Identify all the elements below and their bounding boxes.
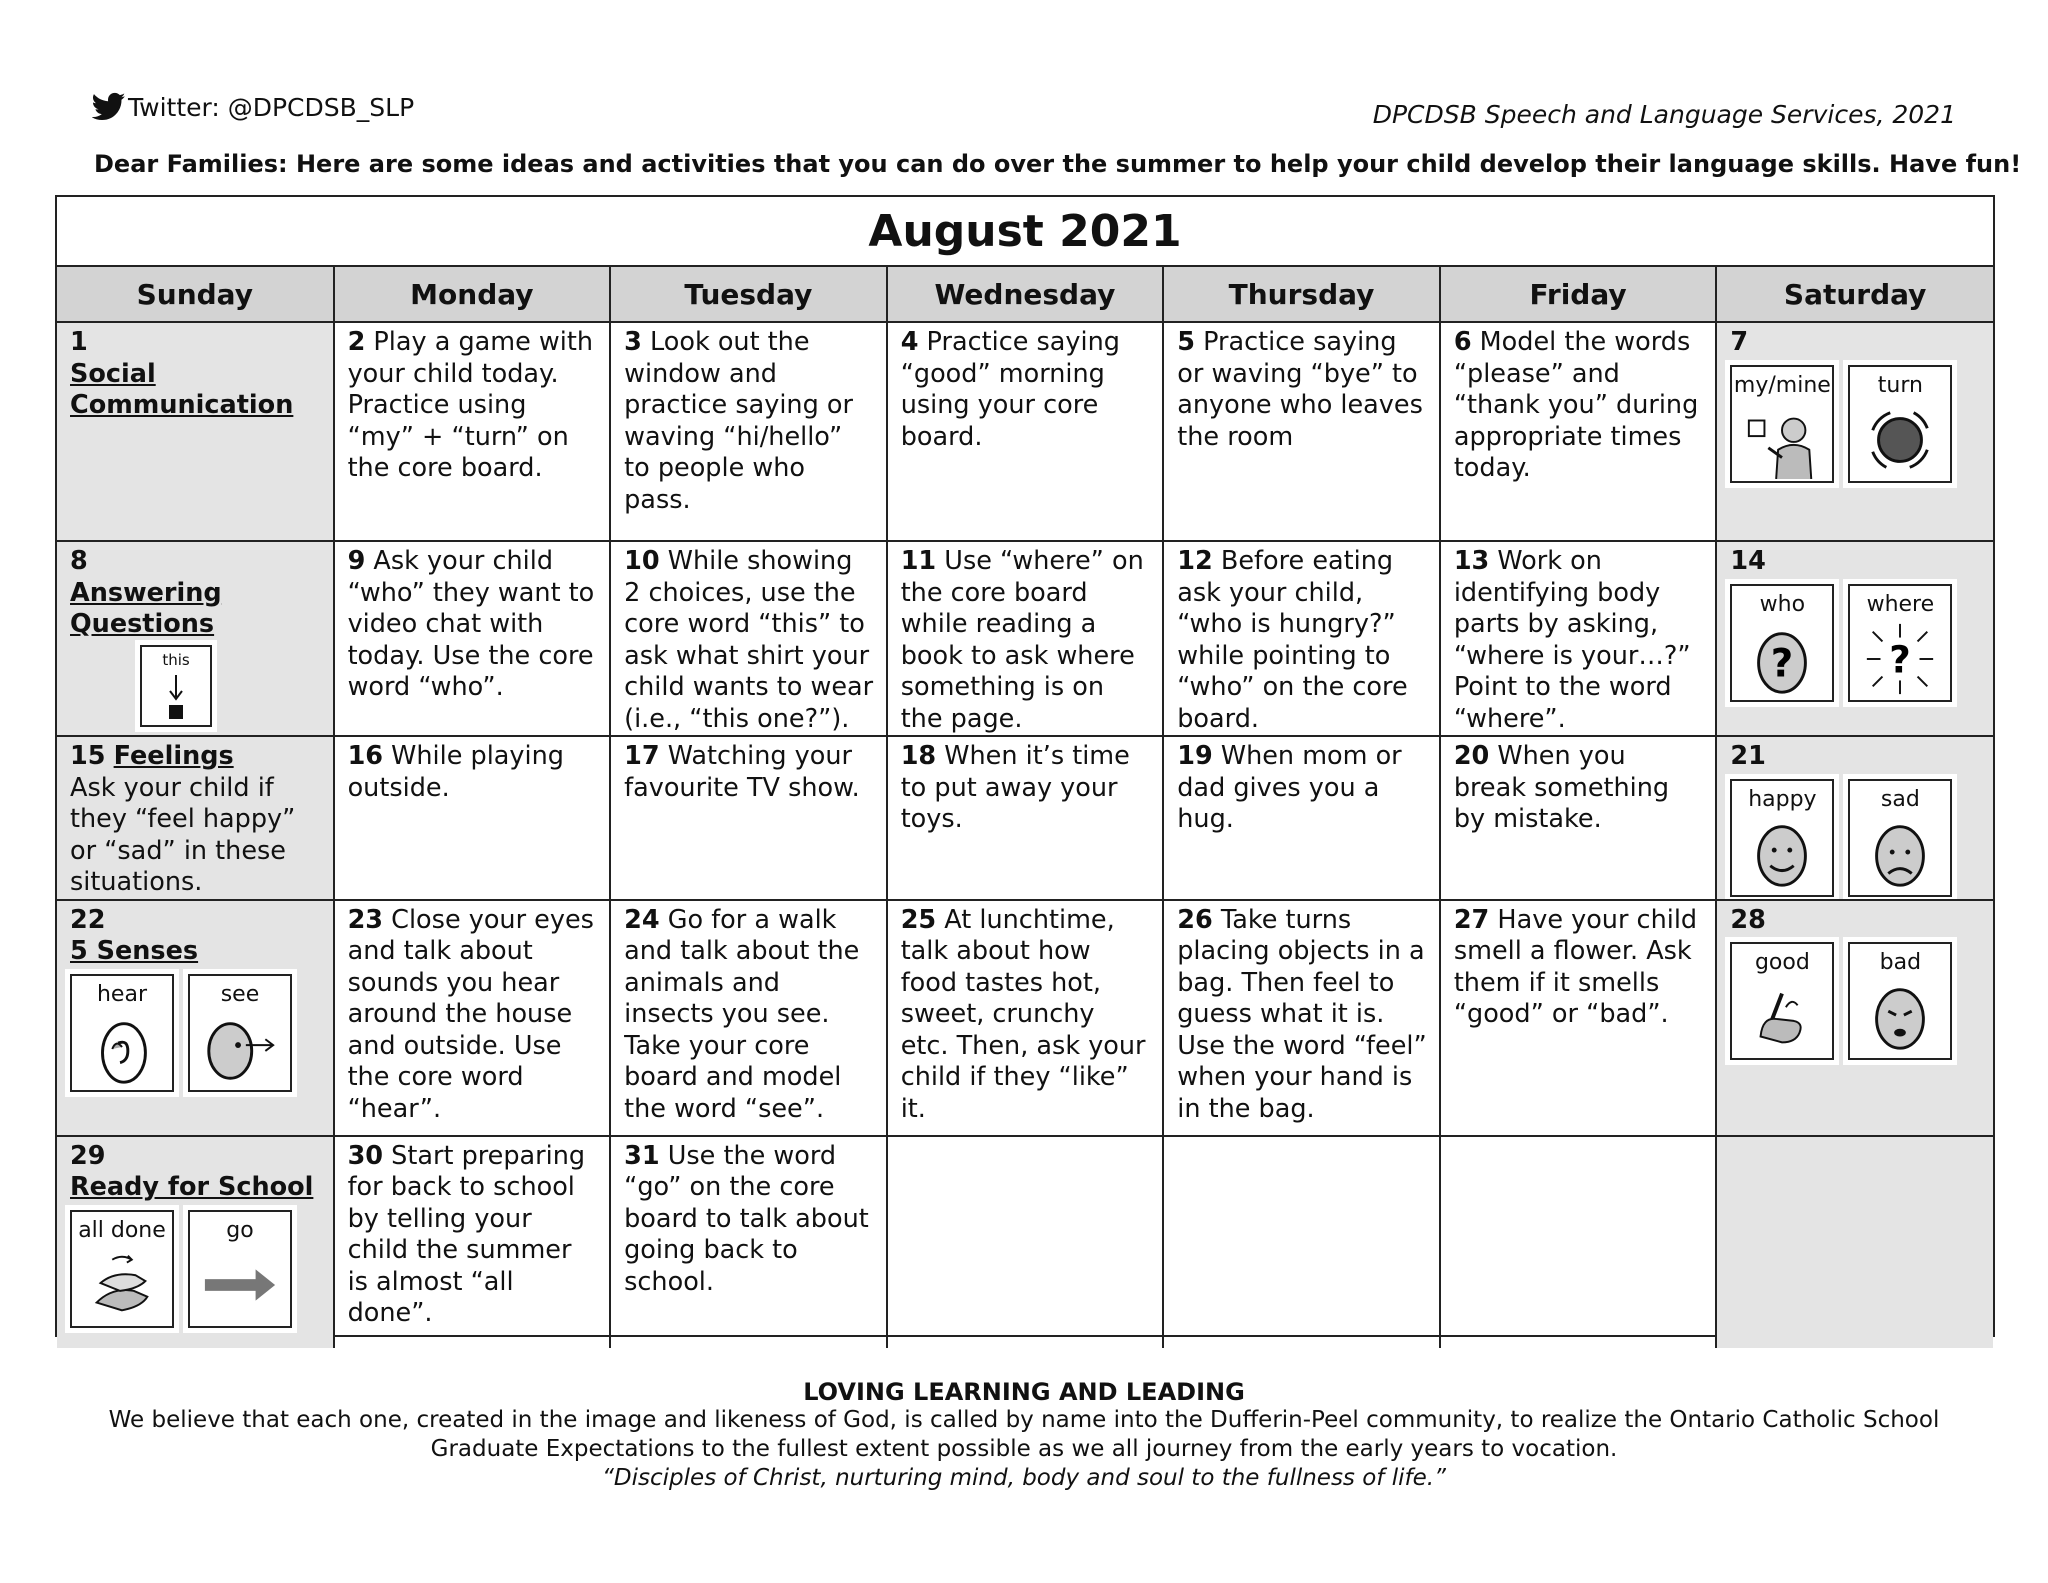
symbol-cards xyxy=(1730,584,1981,702)
day-number: 11 xyxy=(900,546,937,576)
day-cell-21 xyxy=(1716,736,1993,900)
day-number: 1 xyxy=(70,327,88,357)
calendar-week-row xyxy=(57,322,1993,541)
weekday-header: Sunday xyxy=(57,267,334,322)
activity-text: Look out the window and practice saying or waving “hi/hello” to people who pass. xyxy=(624,327,853,515)
weekday-header: Tuesday xyxy=(610,267,887,322)
calendar-title: August 2021 xyxy=(57,197,1993,267)
day-cell-11 xyxy=(887,541,1164,736)
svg-text:?: ? xyxy=(1889,638,1912,682)
day-cell-22 xyxy=(57,900,334,1136)
happy-icon xyxy=(1743,813,1821,900)
day-cell-27 xyxy=(1440,900,1717,1136)
calendar-week-row xyxy=(57,900,1993,1136)
day-number: 27 xyxy=(1453,904,1490,935)
day-number: 12 xyxy=(1177,546,1213,576)
activity-text: While playing outside. xyxy=(347,741,564,803)
weekday-header: Wednesday xyxy=(887,267,1164,322)
calendar xyxy=(55,195,1995,1337)
activity-text: Practice saying “good” morning using your core board. xyxy=(900,327,1120,452)
day-number: 8 xyxy=(70,546,88,576)
weekday-header: Saturday xyxy=(1716,267,1993,322)
day-number: 4 xyxy=(900,327,919,357)
hear-icon xyxy=(83,1008,161,1095)
day-number: 26 xyxy=(1177,904,1213,935)
day-cell-2 xyxy=(334,322,611,541)
activity-text: Ask your child if they “feel happy” or “sad” in these situations. xyxy=(70,772,296,897)
activity-text: Go for a walk and talk about the animals and insects you see. Take your core board and model the word “see”. xyxy=(624,904,860,1124)
activity-text: Before eating ask your child, “who is hungry?” while pointing to “who” on the core board. xyxy=(1177,546,1408,734)
day-number: 20 xyxy=(1453,741,1490,771)
twitter-handle xyxy=(92,92,414,122)
empty-day-cell xyxy=(1163,1136,1440,1348)
day-cell-28 xyxy=(1716,900,1993,1136)
card-label: happy xyxy=(1748,786,1817,812)
activity-text: At lunchtime, talk about how food tastes hot, sweet, crunchy etc. Then, ask your child if they “like” it. xyxy=(900,904,1146,1124)
footer-motto: “Disciples of Christ, nurturing mind, body and soul to the fullness of life.” xyxy=(602,1465,1446,1491)
day-number: 18 xyxy=(900,741,937,771)
empty-day-cell xyxy=(1440,1136,1717,1348)
day-cell-31 xyxy=(610,1136,887,1348)
sad-icon xyxy=(1861,813,1939,900)
go-icon xyxy=(201,1244,279,1331)
footer-mission-line-2: Graduate Expectations to the fullest extent possible as we all journey from the early years to vocation. xyxy=(430,1436,1618,1462)
day-number: 9 xyxy=(347,546,366,576)
card-label: sad xyxy=(1880,786,1920,812)
activity-text: When you break something by mistake. xyxy=(1453,741,1670,834)
card-label: all done xyxy=(78,1217,166,1243)
day-number: 5 xyxy=(1177,327,1195,357)
see-icon xyxy=(201,1008,279,1095)
where-icon xyxy=(1861,618,1939,705)
activity-text: When mom or dad gives you a hug. xyxy=(1177,741,1402,834)
day-number: 14 xyxy=(1730,546,1766,576)
card-who xyxy=(1730,584,1834,702)
day-number: 23 xyxy=(347,904,384,935)
day-number: 10 xyxy=(624,546,660,576)
card-label: turn xyxy=(1877,372,1923,398)
card-happy xyxy=(1730,779,1834,897)
who-icon xyxy=(1743,618,1821,705)
card-my-mine xyxy=(1730,365,1834,483)
symbol-cards xyxy=(1730,365,1981,483)
card-sad xyxy=(1848,779,1952,897)
day-cell-15 xyxy=(57,736,334,900)
theme-title: Feelings xyxy=(113,741,234,771)
day-cell-7 xyxy=(1716,322,1993,541)
card-label: hear xyxy=(96,981,147,1007)
calendar-grid xyxy=(57,267,1993,1348)
turn-icon xyxy=(1861,399,1939,486)
day-cell-3 xyxy=(610,322,887,541)
activity-text: Model the words “please” and “thank you” during appropriate times today. xyxy=(1453,327,1699,483)
day-cell-26 xyxy=(1163,900,1440,1136)
card-label: see xyxy=(220,981,260,1007)
weekday-header-row xyxy=(57,267,1993,322)
card-label: my/mine xyxy=(1733,372,1831,398)
weekday-header: Friday xyxy=(1440,267,1717,322)
footer-mission-line-1: We believe that each one, created in the image and likeness of God, is called by name into the Dufferin-Peel community, to realize the Ontario Catholic School xyxy=(108,1407,1940,1433)
card-good xyxy=(1730,942,1834,1060)
activity-text: Have your child smell a flower. Ask them if it smells “good” or “bad”. xyxy=(1453,904,1698,1029)
day-cell-1 xyxy=(57,322,334,541)
activity-text: When it’s time to put away your toys. xyxy=(900,741,1130,834)
activity-text: Start preparing for back to school by telling your child the summer is almost “all done”. xyxy=(347,1140,586,1328)
all-done-icon xyxy=(83,1244,161,1331)
symbol-cards xyxy=(1730,942,1981,1060)
day-number: 22 xyxy=(70,904,106,935)
card-see xyxy=(188,974,292,1092)
activity-text: Work on identifying body parts by asking, “where is your…?” Point to the word “where”. xyxy=(1453,546,1691,734)
card-label: bad xyxy=(1879,950,1922,975)
activity-text: While showing 2 choices, use the core word “this” to ask what shirt your child wants to wear (i.e., “this one?”). xyxy=(624,546,874,734)
day-cell-30 xyxy=(334,1136,611,1348)
card-label: good xyxy=(1754,950,1810,975)
day-number: 17 xyxy=(624,741,660,771)
svg-text:?: ? xyxy=(1771,641,1794,687)
symbol-cards xyxy=(1730,779,1981,897)
day-number: 13 xyxy=(1453,546,1490,576)
activity-text: Watching your favourite TV show. xyxy=(624,741,860,803)
day-number: 24 xyxy=(624,904,660,935)
symbol-cards xyxy=(70,974,321,1092)
day-cell-23 xyxy=(334,900,611,1136)
day-number: 6 xyxy=(1453,327,1472,357)
day-number: 29 xyxy=(70,1140,106,1171)
day-cell-9 xyxy=(334,541,611,736)
activity-text: Take turns placing objects in a bag. Then feel to guess what it is. Use the word “feel” when your hand is in the bag. xyxy=(1177,904,1427,1124)
day-number: 28 xyxy=(1730,904,1766,935)
twitter-bird-icon xyxy=(92,92,126,122)
this-icon xyxy=(156,669,196,725)
day-cell-24 xyxy=(610,900,887,1136)
day-number: 21 xyxy=(1730,741,1766,771)
day-cell-12 xyxy=(1163,541,1440,736)
day-cell-20 xyxy=(1440,736,1717,900)
card-label: go xyxy=(226,1217,254,1243)
footer-title: LOVING LEARNING AND LEADING xyxy=(803,1378,1245,1406)
bad-icon xyxy=(1861,976,1939,1063)
activity-text: Ask your child “who” they want to video chat with today. Use the core word “who”. xyxy=(347,546,595,702)
empty-day-cell xyxy=(1716,1136,1993,1348)
day-cell-17 xyxy=(610,736,887,900)
symbol-cards xyxy=(70,1210,321,1328)
day-number: 15 xyxy=(70,741,106,771)
day-cell-18 xyxy=(887,736,1164,900)
day-number: 25 xyxy=(900,904,937,935)
card-label: who xyxy=(1759,591,1806,617)
activity-text: Play a game with your child today. Practice using “my” + “turn” on the core board. xyxy=(347,327,593,483)
day-cell-10 xyxy=(610,541,887,736)
intro-text: Dear Families: Here are some ideas and activities that you can do over the summer to help your child develop their language skills. Have fun! xyxy=(94,150,2022,178)
calendar-week-row xyxy=(57,541,1993,736)
card-hear xyxy=(70,974,174,1092)
day-cell-16 xyxy=(334,736,611,900)
card-where xyxy=(1848,584,1952,702)
empty-day-cell xyxy=(887,1136,1164,1348)
calendar-week-row xyxy=(57,1136,1993,1348)
card-bad xyxy=(1848,942,1952,1060)
weekday-header: Thursday xyxy=(1163,267,1440,322)
card-label: this xyxy=(162,650,190,669)
card-turn xyxy=(1848,365,1952,483)
day-cell-25 xyxy=(887,900,1164,1136)
weekday-header: Monday xyxy=(334,267,611,322)
activity-text: Use the word “go” on the core board to talk about going back to school. xyxy=(624,1140,869,1297)
activity-text: Use “where” on the core board while reading a book to ask where something is on the page. xyxy=(900,546,1144,734)
day-cell-5 xyxy=(1163,322,1440,541)
theme-title: 5 Senses xyxy=(70,936,199,966)
day-cell-19 xyxy=(1163,736,1440,900)
my-mine-icon xyxy=(1743,399,1821,486)
day-number: 30 xyxy=(347,1140,384,1171)
card-all-done xyxy=(70,1210,174,1328)
twitter-handle-text: Twitter: @DPCDSB_SLP xyxy=(128,93,415,122)
card-label: where xyxy=(1866,591,1935,617)
theme-title: Answering Questions xyxy=(70,577,222,639)
day-number: 16 xyxy=(347,741,384,771)
day-cell-8 xyxy=(57,541,334,736)
day-cell-4 xyxy=(887,322,1164,541)
good-icon xyxy=(1743,976,1821,1063)
day-cell-14 xyxy=(1716,541,1993,736)
day-number: 3 xyxy=(624,327,642,357)
card-this xyxy=(140,645,212,727)
card-go xyxy=(188,1210,292,1328)
calendar-week-row xyxy=(57,736,1993,900)
activity-text: Close your eyes and talk about sounds you hear around the house and outside. Use the core word “hear”. xyxy=(347,904,594,1124)
day-number: 2 xyxy=(347,327,366,357)
day-number: 7 xyxy=(1730,327,1749,357)
activity-text: Practice saying or waving “bye” to anyone who leaves the room xyxy=(1177,327,1423,452)
day-cell-13 xyxy=(1440,541,1717,736)
day-cell-6 xyxy=(1440,322,1717,541)
theme-title: Ready for School xyxy=(70,1172,314,1202)
organization-name: DPCDSB Speech and Language Services, 2021 xyxy=(1372,100,1956,129)
day-number: 19 xyxy=(1177,741,1213,771)
day-cell-29 xyxy=(57,1136,334,1348)
theme-title: Social Communication xyxy=(70,358,294,420)
day-number: 31 xyxy=(624,1140,660,1171)
